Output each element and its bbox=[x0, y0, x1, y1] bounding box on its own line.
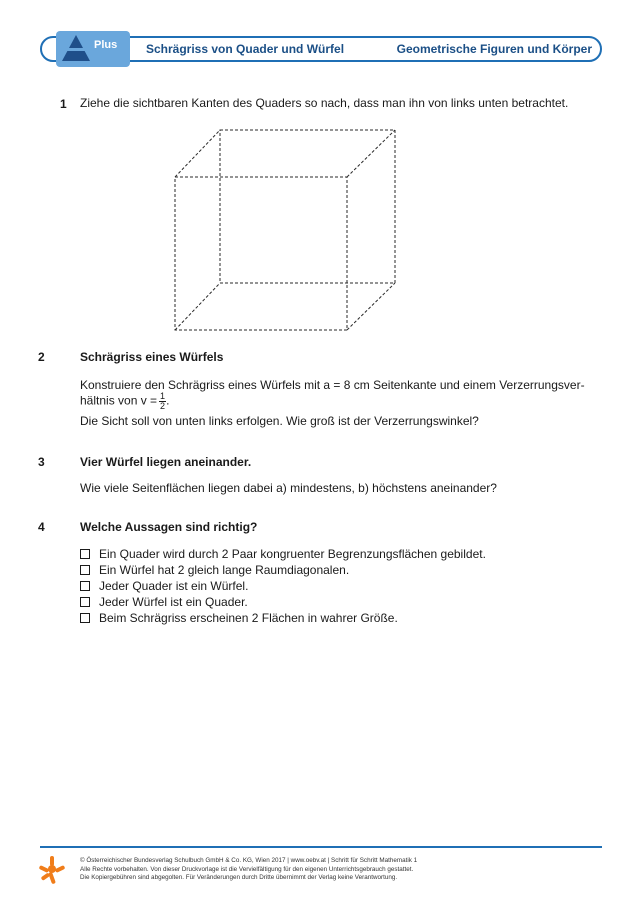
question-2-line2-prefix: hältnis von v = bbox=[80, 393, 158, 408]
fraction-denominator: 2 bbox=[160, 401, 166, 411]
statement-item bbox=[80, 578, 486, 594]
question-2-line1: Konstruiere den Schrägriss eines Würfels mit a = 8 cm Seitenkante und einem Verzerrungsver- bbox=[80, 378, 585, 392]
topic-title: Geometrische Figuren und Körper bbox=[396, 42, 592, 56]
question-1-number: 1 bbox=[60, 97, 67, 111]
logo-text: Plus bbox=[94, 39, 118, 51]
statement-text: Jeder Würfel ist ein Quader. bbox=[99, 595, 248, 609]
question-2-line3: Die Sicht soll von unten links erfolgen. Wie groß ist der Verzerrungswinkel? bbox=[80, 414, 479, 428]
footer-line-1: © Österreichischer Bundesverlag Schulbuch GmbH & Co. KG, Wien 2017 | www.oebv.at | Schritt für Schritt Mathematik 1 bbox=[80, 857, 418, 864]
footer-line-2: Alle Rechte vorbehalten. Von dieser Druckvorlage ist die Vervielfältigung für den eigenen Unterrichtsgebrauch gestattet. bbox=[80, 865, 414, 873]
cuboid-back-face bbox=[220, 130, 395, 283]
footer-line-3: Die Kopiergebühren sind abgegolten. Für Veränderungen durch Dritte übernimmt der Verlag keine Verantwortung. bbox=[80, 874, 398, 882]
cuboid-edge bbox=[175, 130, 220, 177]
footer-divider bbox=[40, 846, 602, 848]
checkbox[interactable] bbox=[80, 613, 90, 623]
cuboid-drawing bbox=[165, 125, 405, 340]
checkbox[interactable] bbox=[80, 581, 90, 591]
cuboid-front-face bbox=[175, 177, 347, 330]
checkbox[interactable] bbox=[80, 597, 90, 607]
footer-text bbox=[80, 857, 417, 883]
checkbox[interactable] bbox=[80, 565, 90, 575]
question-4-number: 4 bbox=[38, 520, 45, 534]
question-3-number: 3 bbox=[38, 455, 45, 469]
fraction-numerator: 1 bbox=[160, 391, 166, 401]
question-4-heading: Welche Aussagen sind richtig? bbox=[80, 520, 258, 534]
statement-item bbox=[80, 562, 486, 578]
statement-text: Beim Schrägriss erscheinen 2 Flächen in wahrer Größe. bbox=[99, 611, 398, 625]
publisher-logo-icon bbox=[38, 855, 66, 885]
plus-logo bbox=[56, 31, 130, 67]
statement-text: Jeder Quader ist ein Würfel. bbox=[99, 579, 249, 593]
question-2-line2-suffix: . bbox=[166, 393, 170, 408]
question-2-line2 bbox=[80, 392, 169, 411]
fraction bbox=[159, 392, 166, 411]
question-2-number: 2 bbox=[38, 350, 45, 364]
cuboid-edge bbox=[347, 130, 395, 177]
statement-text: Ein Würfel hat 2 gleich lange Raumdiagonalen. bbox=[99, 563, 350, 577]
cuboid-edge bbox=[175, 283, 220, 330]
statement-list bbox=[80, 546, 486, 626]
page-title: Schrägriss von Quader und Würfel bbox=[146, 42, 345, 56]
question-1-text: Ziehe die sichtbaren Kanten des Quaders so nach, dass man ihn von links unten betrachtet. bbox=[80, 96, 569, 110]
statement-item bbox=[80, 594, 486, 610]
question-2-heading: Schrägriss eines Würfels bbox=[80, 350, 224, 364]
statement-item bbox=[80, 610, 486, 626]
question-3-heading: Vier Würfel liegen aneinander. bbox=[80, 455, 252, 469]
statement-item bbox=[80, 546, 486, 562]
question-3-text: Wie viele Seitenflächen liegen dabei a) mindestens, b) höchstens aneinander? bbox=[80, 481, 497, 495]
checkbox[interactable] bbox=[80, 549, 90, 559]
cuboid-edge bbox=[347, 283, 395, 330]
statement-text: Ein Quader wird durch 2 Paar kongruenter Begrenzungsflächen gebildet. bbox=[99, 547, 486, 561]
